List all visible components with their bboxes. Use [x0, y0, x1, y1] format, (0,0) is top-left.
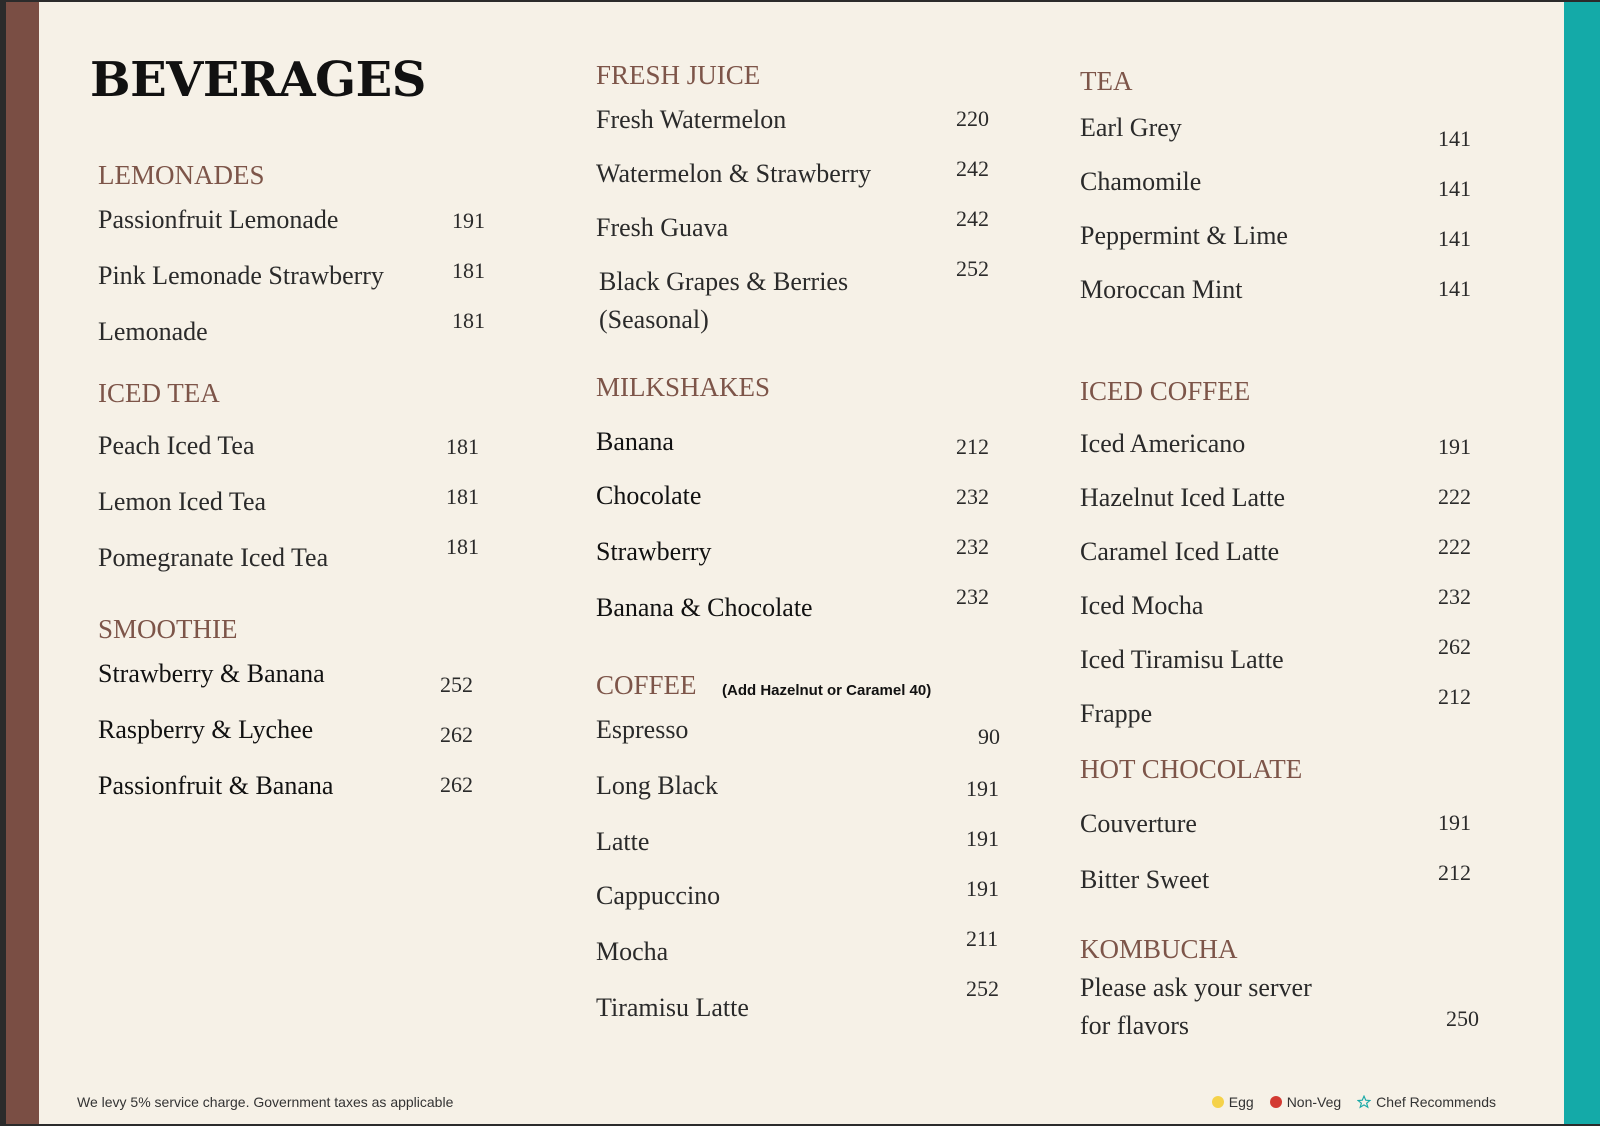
- menu-item-name: Strawberry & Banana: [98, 659, 325, 688]
- menu-item-price: 262: [440, 722, 473, 747]
- menu-item-name: Moroccan Mint: [1080, 275, 1243, 304]
- menu-item-name: Pomegranate Iced Tea: [98, 543, 329, 572]
- menu-item-name: Bitter Sweet: [1080, 865, 1210, 894]
- menu-item-name: Banana & Chocolate: [596, 593, 813, 622]
- menu-item-name: Lemonade: [98, 317, 208, 346]
- menu-item-name: Strawberry: [596, 537, 712, 566]
- egg-dot-icon: [1212, 1096, 1224, 1108]
- menu-item-name: Peppermint & Lime: [1080, 221, 1288, 250]
- menu-item-price: 181: [446, 484, 479, 509]
- menu-item-price: 220: [956, 106, 989, 131]
- legend-non-veg: [1270, 1094, 1341, 1110]
- menu-item-name: Passionfruit Lemonade: [98, 205, 339, 234]
- section-heading-fresh-juice: FRESH JUICE: [596, 60, 761, 90]
- menu-item-price: 211: [966, 926, 999, 951]
- section-heading-iced-coffee: ICED COFFEE: [1080, 376, 1251, 406]
- menu-item-price: 232: [956, 584, 989, 609]
- menu-item-price: 191: [1438, 810, 1471, 835]
- menu-item-price: 181: [446, 534, 479, 559]
- menu-item-name: Iced Americano: [1080, 429, 1246, 458]
- menu-item-price: 90: [978, 724, 1000, 749]
- menu-item-price: 181: [446, 434, 479, 459]
- section-heading-milkshakes: MILKSHAKES: [596, 372, 771, 402]
- menu-item-name: Espresso: [596, 715, 689, 744]
- left-border-stripe: [6, 2, 39, 1124]
- menu-item-name: Tiramisu Latte: [596, 993, 749, 1022]
- legend-egg: [1212, 1094, 1254, 1110]
- non-veg-dot-icon: [1270, 1096, 1282, 1108]
- menu-item-name: Mocha: [596, 937, 669, 966]
- menu-item-price: 191: [966, 776, 999, 801]
- kombucha-note-line2: for flavors: [1080, 1011, 1190, 1040]
- menu-item-price: 232: [1438, 584, 1471, 609]
- menu-item-name: Banana: [596, 427, 674, 456]
- menu-item-price: 212: [1438, 860, 1471, 885]
- menu-item-price: 222: [1438, 484, 1471, 509]
- coffee-addon-note: (Add Hazelnut or Caramel 40): [722, 682, 932, 699]
- menu-item-price: 141: [1438, 176, 1471, 201]
- menu-item-price: 191: [966, 826, 999, 851]
- menu-item-name: Peach Iced Tea: [98, 431, 255, 460]
- menu-item-name: Couverture: [1080, 809, 1197, 838]
- menu-title: BEVERAGES: [90, 52, 426, 108]
- menu-item-name: Hazelnut Iced Latte: [1080, 483, 1285, 512]
- menu-item-price: 212: [956, 434, 989, 459]
- section-heading-tea: TEA: [1080, 66, 1133, 96]
- legend-chef-label: Chef Recommends: [1376, 1094, 1496, 1110]
- menu-item-name: Passionfruit & Banana: [98, 771, 334, 800]
- menu-item-price: 191: [966, 876, 999, 901]
- menu-item-name: Watermelon & Strawberry: [596, 159, 872, 188]
- menu-item-name: Chamomile: [1080, 167, 1202, 196]
- menu-item-name: Fresh Guava: [596, 213, 729, 242]
- star-icon: [1357, 1095, 1371, 1109]
- section-heading-smoothie: SMOOTHIE: [98, 614, 238, 644]
- section-heading-kombucha: KOMBUCHA: [1080, 934, 1238, 964]
- service-charge-note: We levy 5% service charge. Government taxes as applicable: [77, 1094, 454, 1110]
- menu-item-name: Raspberry & Lychee: [98, 715, 314, 744]
- menu-item-price: 141: [1438, 126, 1471, 151]
- section-heading-lemonades: LEMONADES: [98, 160, 265, 190]
- menu-item-price: 262: [1438, 634, 1471, 659]
- right-border-stripe: [1564, 2, 1600, 1124]
- menu-item-name: Black Grapes & Berries: [599, 267, 849, 296]
- menu-item-name: Lemon Iced Tea: [98, 487, 267, 516]
- menu-item-name: Caramel Iced Latte: [1080, 537, 1280, 566]
- menu-item-price: 242: [956, 156, 989, 181]
- kombucha-note-line1: Please ask your server: [1080, 973, 1312, 1002]
- menu-item-price: 262: [440, 772, 473, 797]
- dietary-legend: [1202, 1094, 1496, 1110]
- menu-item-price: 181: [452, 308, 485, 333]
- menu-item-price: 141: [1438, 226, 1471, 251]
- menu-item-name: Chocolate: [596, 481, 702, 510]
- menu-item-price: 191: [452, 208, 485, 233]
- menu-item-price: 232: [956, 484, 989, 509]
- menu-item-name: Frappe: [1080, 699, 1153, 728]
- menu-item-price: 252: [440, 672, 473, 697]
- legend-chef: [1357, 1094, 1496, 1110]
- section-heading-hot-chocolate: HOT CHOCOLATE: [1080, 754, 1303, 784]
- menu-item-name: Long Black: [596, 771, 719, 800]
- menu-item-name: Latte: [596, 827, 650, 856]
- legend-non-veg-label: Non-Veg: [1286, 1094, 1342, 1110]
- menu-item-price: 212: [1438, 684, 1471, 709]
- menu-item-price: 141: [1438, 276, 1471, 301]
- menu-item-name: Pink Lemonade Strawberry: [98, 261, 384, 290]
- menu-item-price: 191: [1438, 434, 1471, 459]
- menu-item-name: Fresh Watermelon: [596, 105, 787, 134]
- menu-item-price: 181: [452, 258, 485, 283]
- menu-item-price: 252: [956, 256, 989, 281]
- menu-item-price: 242: [956, 206, 989, 231]
- menu-item-price: 232: [956, 534, 989, 559]
- legend-egg-label: Egg: [1228, 1094, 1254, 1110]
- menu-item-name: Iced Mocha: [1080, 591, 1204, 620]
- menu-item-name: Cappuccino: [596, 881, 721, 910]
- menu-item-name: Iced Tiramisu Latte: [1080, 645, 1284, 674]
- menu-item-price: 252: [966, 976, 999, 1001]
- menu-item-name-line2: (Seasonal): [599, 305, 709, 334]
- menu-item-price: 250: [1446, 1006, 1479, 1031]
- menu-page: [6, 2, 1600, 1124]
- section-heading-coffee: COFFEE: [596, 670, 697, 700]
- menu-item-price: 222: [1438, 534, 1471, 559]
- menu-item-name: Earl Grey: [1080, 113, 1182, 142]
- section-heading-iced-tea: ICED TEA: [98, 378, 220, 408]
